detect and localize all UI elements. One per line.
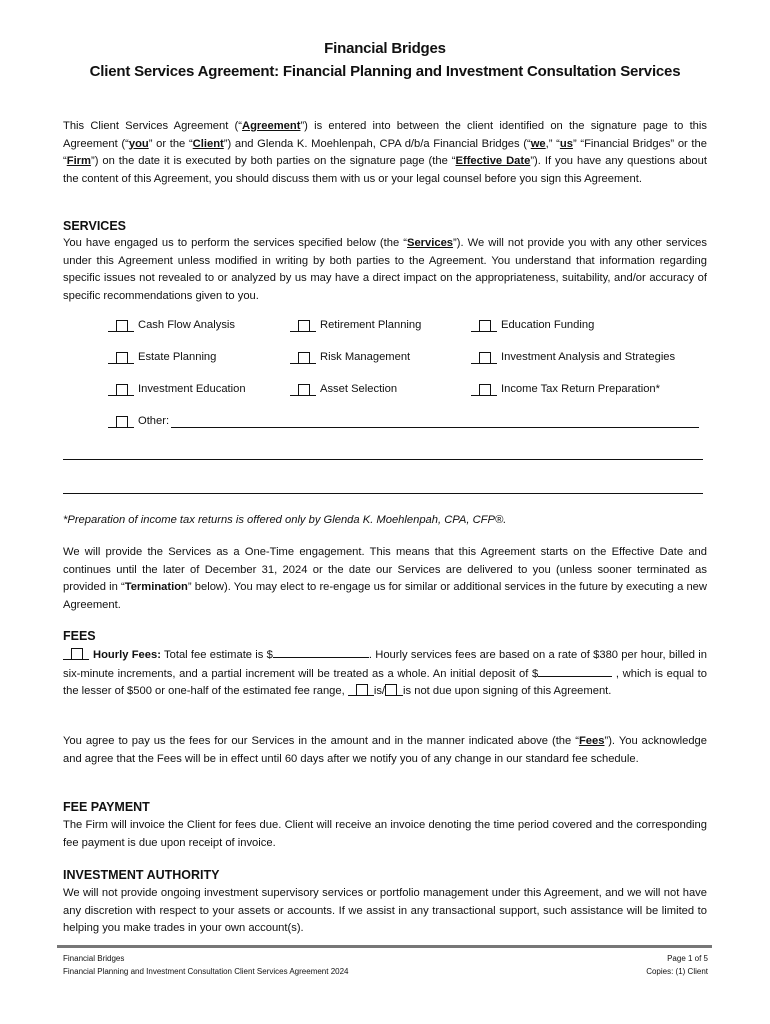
footer-divider (57, 945, 712, 948)
services-heading: SERVICES (63, 219, 126, 233)
hourly-checkbox-wrap[interactable] (63, 647, 93, 660)
checkbox[interactable] (356, 684, 368, 696)
other-input-line-2[interactable] (63, 459, 703, 460)
services-paragraph: You have engaged us to perform the services specified below (the “Services”). We will not provide you with any other services under this Agreement unless modified in writing by both parties to the Agreement. You understand that information regarding specific issues not revealed to or analyzed by us may have a direct impact on the appropriateness, suitability, and/or accuracy of specific recommendations given to you. (63, 237, 707, 302)
intro-paragraph: This Client Services Agreement (“Agreement”) is entered into between the client identified on the signature page to this Agreement (“you” or the “Client”) and Glenda K. Moehlenpah, CPA d/b/a Financial Bridges (“we,” “us” “Financial Bridges” or the “Firm”) on the date it is executed by both parties on the signature page (the “Effective Date”). If you have any questions about the content of this Agreement, you should discuss them with us or your legal counsel before you sign this Agreement. (63, 120, 707, 185)
agreement-title: Client Services Agreement: Financial Planning and Investment Consultation Services (89, 63, 681, 80)
deposit-blank[interactable] (538, 665, 612, 677)
checkbox[interactable] (116, 384, 128, 396)
footer-right (646, 952, 708, 978)
checkbox[interactable] (479, 352, 491, 364)
service-option[interactable]: Education Funding (471, 316, 594, 334)
page-number: Page 1 of 5 (667, 954, 708, 963)
fee-payment-heading: FEE PAYMENT (63, 800, 150, 814)
service-option[interactable]: Investment Education (108, 380, 246, 398)
footer-company: Financial Bridges (63, 954, 125, 963)
tax-footnote: *Preparation of income tax returns is offered only by Glenda K. Moehlenpah, CPA, CFP®. (63, 514, 507, 526)
other-input-line-3[interactable] (63, 493, 703, 494)
checkbox[interactable] (385, 684, 397, 696)
footer-left (63, 952, 349, 978)
is-checkbox-wrap[interactable] (348, 683, 374, 696)
checkbox[interactable] (298, 352, 310, 364)
checkbox[interactable] (479, 384, 491, 396)
engagement-paragraph: We will provide the Services as a One-Time engagement. This means that this Agreement starts on the Effective Date and continues until the later of December 31, 2024 or the date our Services are delivered to you (unless sooner terminated as provided in “Termination” below). You may elect to re-engage us for similar or additional services in the future by executing a new Agreement. (63, 546, 707, 611)
checkbox[interactable] (479, 320, 491, 332)
fee-payment-paragraph: The Firm will invoice the Client for fees due. Client will receive an invoice denoting the time period covered and the corresponding fee payment is due upon receipt of invoice. (63, 819, 707, 849)
other-input-line[interactable] (171, 415, 699, 428)
footer-document-name: Financial Planning and Investment Consultation Client Services Agreement 2024 (63, 967, 349, 976)
checkbox[interactable] (298, 320, 310, 332)
service-option[interactable]: Asset Selection (290, 380, 397, 398)
service-option[interactable]: Cash Flow Analysis (108, 316, 235, 334)
fee-estimate-blank[interactable] (273, 646, 369, 658)
service-option-other[interactable]: Other: (108, 412, 699, 430)
investment-authority-heading: INVESTMENT AUTHORITY (63, 868, 220, 882)
checkbox[interactable] (116, 320, 128, 332)
company-name: Financial Bridges (324, 40, 446, 57)
service-option[interactable]: Investment Analysis and Strategies (471, 348, 675, 366)
fees-agreement-paragraph: You agree to pay us the fees for our Services in the amount and in the manner indicated above (the “Fees”). You acknowledge and agree that the Fees will be in effect until 60 days after we notify you of any change in our standard fee schedule. (63, 735, 707, 765)
service-option[interactable]: Estate Planning (108, 348, 216, 366)
checkbox[interactable] (298, 384, 310, 396)
investment-authority-paragraph: We will not provide ongoing investment supervisory services or portfolio management under this Agreement, and we will not have any discretion with respect to your assets or accounts. If we assist in any transactional support, such assistance will be limited to helping you make trades in your own account(s). (63, 887, 707, 934)
fees-paragraph: Hourly Fees: Total fee estimate is $ . Hourly services fees are based on a rate of $380 per hour, billed in six-minute increments, and a partial increment will be treated as a whole. An initial deposit of $ , which is equal to the lesser of $500 or one-half of the estimated fee range, is/ is not due upon signing of this Agreement. (63, 646, 707, 701)
service-option[interactable]: Risk Management (290, 348, 410, 366)
service-option[interactable]: Retirement Planning (290, 316, 421, 334)
copies-note: Copies: (1) Client (646, 967, 708, 976)
is-not-checkbox-wrap[interactable] (385, 683, 403, 696)
fees-heading: FEES (63, 629, 96, 643)
checkbox[interactable] (116, 416, 128, 428)
service-option[interactable]: Income Tax Return Preparation* (471, 380, 660, 398)
checkbox[interactable] (71, 648, 83, 660)
checkbox[interactable] (116, 352, 128, 364)
